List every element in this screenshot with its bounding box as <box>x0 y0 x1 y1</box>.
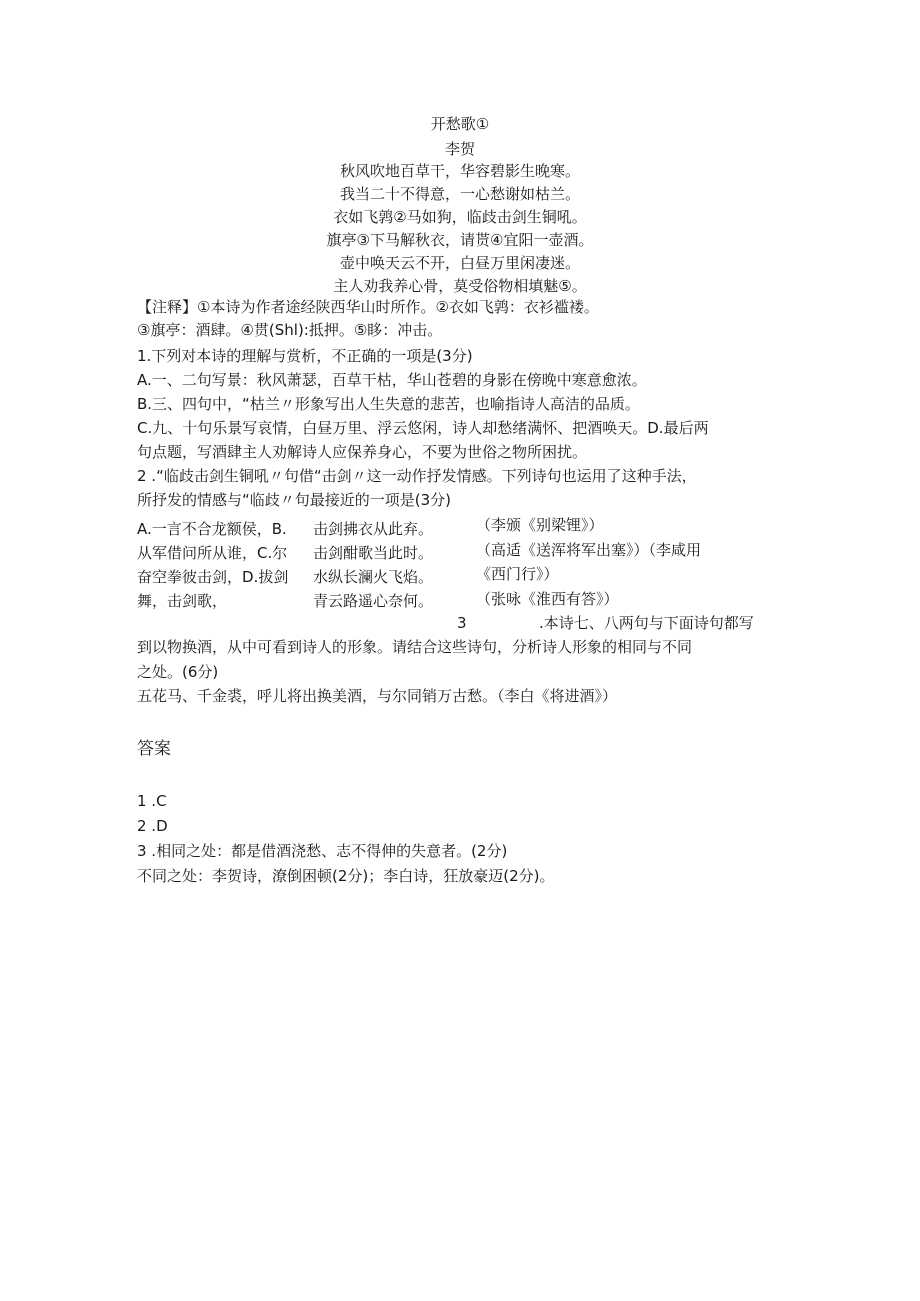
question-2-col2-row3: 水纵长澜火飞焰。 <box>313 568 434 586</box>
poem-line-6: 主人劝我养心骨，莫受俗物相填魅⑤。 <box>333 277 587 295</box>
question-3-quote: 五花马、千金裘，呼儿将出换美酒，与尔同销万古愁。（李白《将进酒》） <box>137 687 618 705</box>
poem-line-4: 旗亭③下马解秋衣，请贳④宜阳一壶酒。 <box>326 231 594 249</box>
poem-line-5: 壶中唤天云不开，白昼万里闲凄迷。 <box>339 254 580 272</box>
question-1-option-c-cont: 句点题，写酒肆主人劝解诗人应保养身心，不要为世俗之物所困扰。 <box>137 443 588 461</box>
question-2-col2-row1: 击剑拂衣从此弃。 <box>313 520 434 538</box>
question-1-option-a: A.一、二句写景：秋风萧瑟，百草干枯，华山苍碧的身影在傍晚中寒意愈浓。 <box>137 371 647 389</box>
question-2-stem-1: 2 .“临歧击剑生铜吼〃句借“击剑〃这一动作抒发情感。下列诗句也运用了这种手法， <box>137 467 697 485</box>
answers-heading: 答案 <box>137 739 171 759</box>
question-2-col2-row2: 击剑酣歌当此时。 <box>313 544 434 562</box>
question-2-col3-row1: （李颁《别梁锂》） <box>476 516 604 534</box>
question-2-col1-row4: 舞，击剑歌， <box>137 592 228 610</box>
question-3-number: 3 <box>457 614 467 632</box>
poem-author: 李贺 <box>444 140 475 158</box>
question-2-col3-row3: 《西门行》） <box>476 565 559 583</box>
question-2-col1-row2: 从军借问所从谁，C.尔 <box>137 544 288 562</box>
question-3-stem-3: 之处。(6分) <box>137 663 219 681</box>
question-3-stem-2: 到以物换酒，从中可看到诗人的形象。请结合这些诗句，分析诗人形象的相同与不同 <box>137 638 693 656</box>
question-2-stem-2: 所抒发的情感与“临歧〃句最接近的一项是(3分) <box>137 491 452 509</box>
question-2-col2-row4: 青云路遥心奈何。 <box>313 592 434 610</box>
question-2-col1-row1: A.一言不合龙额侯，B. <box>137 520 287 538</box>
question-1-option-b: B.三、四句中，“枯兰〃形象写出人生失意的悲苦，也喻指诗人高洁的品质。 <box>137 395 640 413</box>
answer-3: 3 .相同之处：都是借酒浇愁、志不得伸的失意者。(2分) <box>137 842 508 860</box>
question-2-col3-row2: （高适《送浑将军出塞》）（李咸用 <box>476 541 702 559</box>
notes-line-2: ③旗亭：酒肆。④贯(Shl):抵押。⑤眵：冲击。 <box>137 321 443 339</box>
question-1-option-c: C.九、十句乐景写哀情，白昼万里、浮云悠闲，诗人却愁绪满怀、把酒唤天。D.最后两 <box>137 419 709 437</box>
poem-line-2: 我当二十不得意，一心愁谢如枯兰。 <box>339 185 580 203</box>
question-2-col3-row4: （张咏《淮西有答》） <box>476 590 619 608</box>
poem-line-1: 秋风吹地百草干，华容碧影生晚寒。 <box>339 162 580 180</box>
question-3-stem-1: .本诗七、八两句与下面诗句都写 <box>539 614 754 632</box>
question-2-col1-row3: 奋空拳彼击剑，D.拔剑 <box>137 568 289 586</box>
answer-3-cont: 不同之处：李贺诗，潦倒困顿(2分)；李白诗，狂放豪迈(2分)。 <box>137 867 555 885</box>
notes-line-1: 【注释】①本诗为作者途经陕西华山时所作。②衣如飞鹑：衣衫褴褛。 <box>137 298 599 316</box>
answer-2: 2 .D <box>137 817 168 835</box>
question-1-stem: 1.下列对本诗的理解与赏析，不正确的一项是(3分) <box>137 347 473 365</box>
poem-line-3: 衣如飞鹑②马如狗，临歧击剑生铜吼。 <box>333 208 587 226</box>
answer-1: 1 .C <box>137 792 167 810</box>
poem-title: 开愁歌① <box>430 115 490 133</box>
